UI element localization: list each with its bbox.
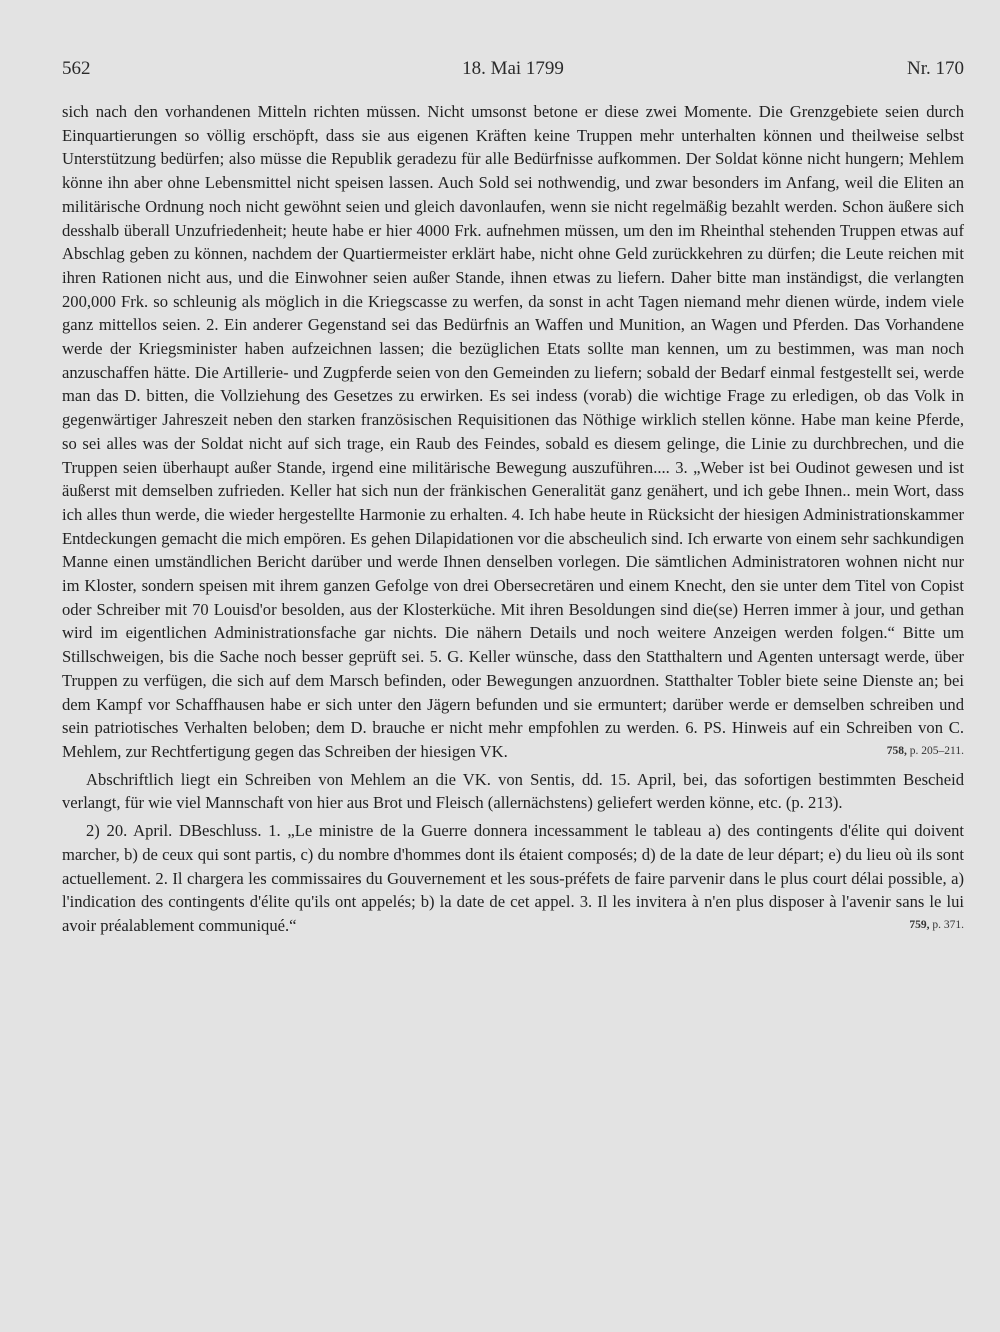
paragraph-text: 2) 20. April. DBeschluss. 1. „Le ministre de la Guerre donnera incessamment le tableau a) des contingents d'élite qui doivent marcher, b) de ceux qui sont partis, c) du nombre d'hommes dont ils étaient composés; d) de la date de leur départ; e) du lieu où ils sont actuellement. 2. Il chargera les commissaires du Gouvernement et les sous-préfets de faire parvenir dans le plus court délai possible, a) l'indication des contingents d'élite qu'ils ont appelés; b) la date de cet appel. 3. Il les invitera à n'en plus disposer à l'avenir sans le lui avoir préalablement communiqué.“ <box>62 821 964 935</box>
paragraph-3 <box>62 819 964 938</box>
paragraph-2 <box>62 768 964 815</box>
page-header <box>62 58 964 86</box>
reference-number: 759, <box>909 918 930 931</box>
paragraph-text: Abschriftlich liegt ein Schreiben von Mehlem an die VK. von Sentis, dd. 15. April, bei, das sofortigen bestimmten Bescheid verlangt, für wie viel Mannschaft von hier aus Brot und Fleisch (allernächstens) geliefert werden könne, etc. (p. 213). <box>62 769 964 813</box>
paragraph-1 <box>62 100 964 764</box>
reference-pages: p. 205–211. <box>909 744 964 757</box>
header-date: 18. Mai 1799 <box>462 58 564 79</box>
document-number: Nr. 170 <box>907 58 964 79</box>
reference-pages: p. 371. <box>932 918 964 931</box>
body-text <box>62 100 964 938</box>
page-number: 562 <box>62 58 91 79</box>
archive-reference <box>885 914 964 938</box>
reference-number: 758, <box>886 744 907 757</box>
paragraph-text: sich nach den vorhandenen Mitteln richten müssen. Nicht umsonst betone er diese zwei Momente. Die Grenzgebiete seien durch Einquartierungen so völlig erschöpft, dass sie aus eigenen Kräften keine Truppen mehr unterhalten können und theilweise selbst Unterstützung bedürfen; also müsse die Republik geradezu für alle Bedürfnisse aufkommen. Der Soldat könne nicht hungern; Mehlem könne ihn aber ohne Lebensmittel nicht speisen lassen. Auch Sold sei nothwendig, und zwar besonders im Anfang, weil die Eliten an militärische Ordnung noch nicht gewöhnt seien und gleich davonlaufen, wenn sie nicht regelmäßig bezahlt werden. Schon äußere sich desshalb überall Unzufriedenheit; heute habe er hier 4000 Frk. aufnehmen müssen, um den im Rheinthal stehenden Truppen etwas auf Abschlag geben zu können, nachdem der Quartiermeister erklärt habe, nicht ohne Geld zurückkehren zu dürfen; die Leute reichen mit ihren Rationen nicht aus, und die Einwohner seien außer Stande, ihnen etwas zu liefern. Daher bitte man inständigst, die verlangten 200,000 Frk. so schleunig als möglich in die Kriegscasse zu werfen, da sonst in acht Tagen niemand mehr dienen würde, indem viele ganz mittellos seien. 2. Ein anderer Gegenstand sei das Bedürfnis an Waffen und Munition, an Wagen und Pferden. Das Vorhandene werde der Kriegsminister haben aufzeichnen lassen; die bezüglichen Etats sollte man kennen, um zu bestimmen, was man noch anzuschaffen hätte. Die Artillerie- und Zugpferde seien von den Gemeinden zu liefern; sobald der Bedarf einmal festgestellt sei, werde man das D. bitten, die Vollziehung des Gesetzes zu erwirken. Es sei indess (vorab) die wichtige Frage zu erledigen, ob das Volk in gegenwärtiger Jahreszeit neben den starken französischen Requisitionen das Nöthige wirklich stellen könne. Habe man keine Pferde, so sei alles was der Soldat nicht auf sich trage, ein Raub des Feindes, sobald es diesem gelinge, die Linie zu durchbrechen, und die Truppen seien überhaupt außer Stande, irgend eine militärische Bewegung auszuführen.... 3. „Weber ist bei Oudinot gewesen und ist äußerst mit demselben zufrieden. Keller hat sich nun der fränkischen Generalität ganz genähert, und ich gebe Ihnen.. mein Wort, dass ich alles thun werde, die wieder hergestellte Harmonie zu erhalten. 4. Ich habe heute in Rücksicht der hiesigen Administrationskammer Entdeckungen gemacht die mich empören. Es gehen Dilapidationen vor die abscheulich sind. Ich erwarte von einem sehr sachkundigen Manne einen umständlichen Bericht darüber und werde Ihnen denselben vorlegen. Die sämtlichen Administratoren wohnen nicht nur im Kloster, sondern speisen mit ihrem ganzen Gefolge von drei Obersecretären und einem Knecht, den sie unter dem Titel von Copist oder Schreiber mit 70 Louisd'or besolden, aus der Klosterküche. Mit ihren Besoldungen sind die(se) Herren immer à jour, und gethan wird im eigentlichen Administrationsfache gar nichts. Die nähern Details und noch weitere Anzeigen werden folgen.“ Bitte um Stillschweigen, bis die Sache noch besser geprüft sei. 5. G. Keller wünsche, dass den Statthaltern und Agenten untersagt werde, über Truppen zu verfügen, die sich auf dem Marsch befinden, oder Bewegungen anzuordnen. Statthalter Tobler biete seine Dienste an; bei dem Kampf vor Schaffhausen habe er sich unter den Jägern befunden und sie ermuntert; darüber werde er demselben schreiben und sein patriotisches Verhalten beloben; dem D. brauche er nicht mehr empfohlen zu werden. 6. PS. Hinweis auf ein Schreiben von C. Mehlem, zur Rechtfertigung gegen das Schreiben der hiesigen VK. <box>62 102 964 761</box>
archive-reference <box>887 740 964 764</box>
